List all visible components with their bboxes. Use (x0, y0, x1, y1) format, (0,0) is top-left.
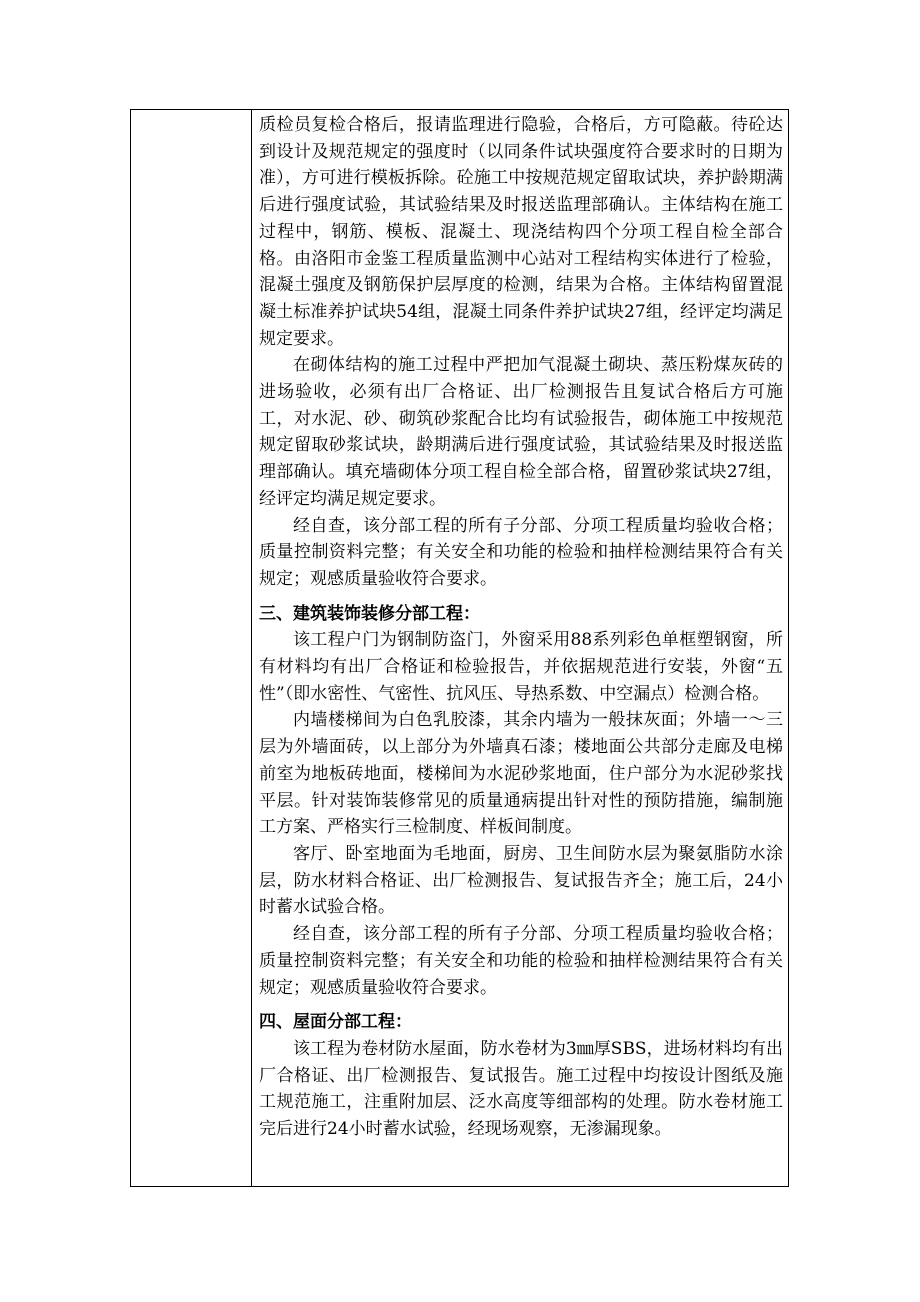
section3-heading: 三、建筑装饰装修分部工程： (259, 603, 480, 624)
section3-paragraph-1: 该工程户门为钢制防盗门，外窗采用88系列彩色单框塑钢窗，所有材料均有出厂合格证和检验报告，并依据规范进行安装，外窗“五性”（即水密性、气密性、抗风压、导热系数、中空漏点）检测合格。 (259, 630, 783, 704)
table-content-cell (259, 112, 783, 1143)
section4-paragraph-1: 该工程为卷材防水屋面，防水卷材为3㎜厚SBS，进场材料均有出厂合格证、出厂检测报告、复试报告。施工过程中均按设计图纸及施工规范施工，注重附加层、泛水高度等细部构的处理。防水卷材施工完后进行24小时蓄水试验，经现场观察，无渗漏现象。 (259, 1038, 783, 1140)
document-table (130, 109, 789, 1187)
section2-paragraph-2: 在砌体结构的施工过程中严把加气混凝土砌块、蒸压粉煤灰砖的进场验收，必须有出厂合格证、出厂检测报告且复试合格后方可施工，对水泥、砂、砌筑砂浆配合比均有试验报告，砌体施工中按规范规定留取砂浆试块，龄期满后进行强度试验，其试验结果及时报送监理部确认。填充墙砌体分项工程自检全部合格，留置砂浆试块27组，经评定均满足规定要求。 (259, 355, 783, 509)
section3-paragraph-2: 内墙楼梯间为白色乳胶漆，其余内墙为一般抹灰面；外墙一～三层为外墙面砖，以上部分为外墙真石漆；楼地面公共部分走廊及电梯前室为地板砖地面，楼梯间为水泥砂浆地面，住户部分为水泥砂浆找平层。针对装饰装修常见的质量通病提出针对性的预防措施，编制施工方案、严格实行三检制度、样板间制度。 (259, 710, 783, 838)
section2-paragraph-3: 经自查，该分部工程的所有子分部、分项工程质量均验收合格；质量控制资料完整；有关安全和功能的检验和抽样检测结果符合有关规定；观感质量验收符合要求。 (259, 515, 783, 589)
section4-heading: 四、屋面分部工程： (259, 1012, 412, 1033)
section3-paragraph-4: 经自查，该分部工程的所有子分部、分项工程质量均验收合格；质量控制资料完整；有关安全和功能的检验和抽样检测结果符合有关规定；观感质量验收符合要求。 (259, 924, 783, 998)
table-left-cell (131, 110, 252, 1186)
section2-paragraph-1: 质检员复检合格后，报请监理进行隐验，合格后，方可隐蔽。待砼达到设计及规范规定的强度时（以同条件试块强度符合要求时的日期为准），方可进行模板拆除。砼施工中按规范规定留取试块，养护龄期满后进行强度试验，其试验结果及时报送监理部确认。主体结构在施工过程中，钢筋、模板、混凝土、现浇结构四个分项工程自检全部合格。由洛阳市金鉴工程质量监测中心站对工程结构实体进行了检验，混凝土强度及钢筋保护层厚度的检测，结果为合格。主体结构留置混凝土标准养护试块54组，混凝土同条件养护试块27组，经评定均满足规定要求。 (259, 115, 783, 349)
section3-paragraph-3: 客厅、卧室地面为毛地面，厨房、卫生间防水层为聚氨脂防水涂层，防水材料合格证、出厂检测报告、复试报告齐全；施工后，24小时蓄水试验合格。 (259, 843, 783, 918)
